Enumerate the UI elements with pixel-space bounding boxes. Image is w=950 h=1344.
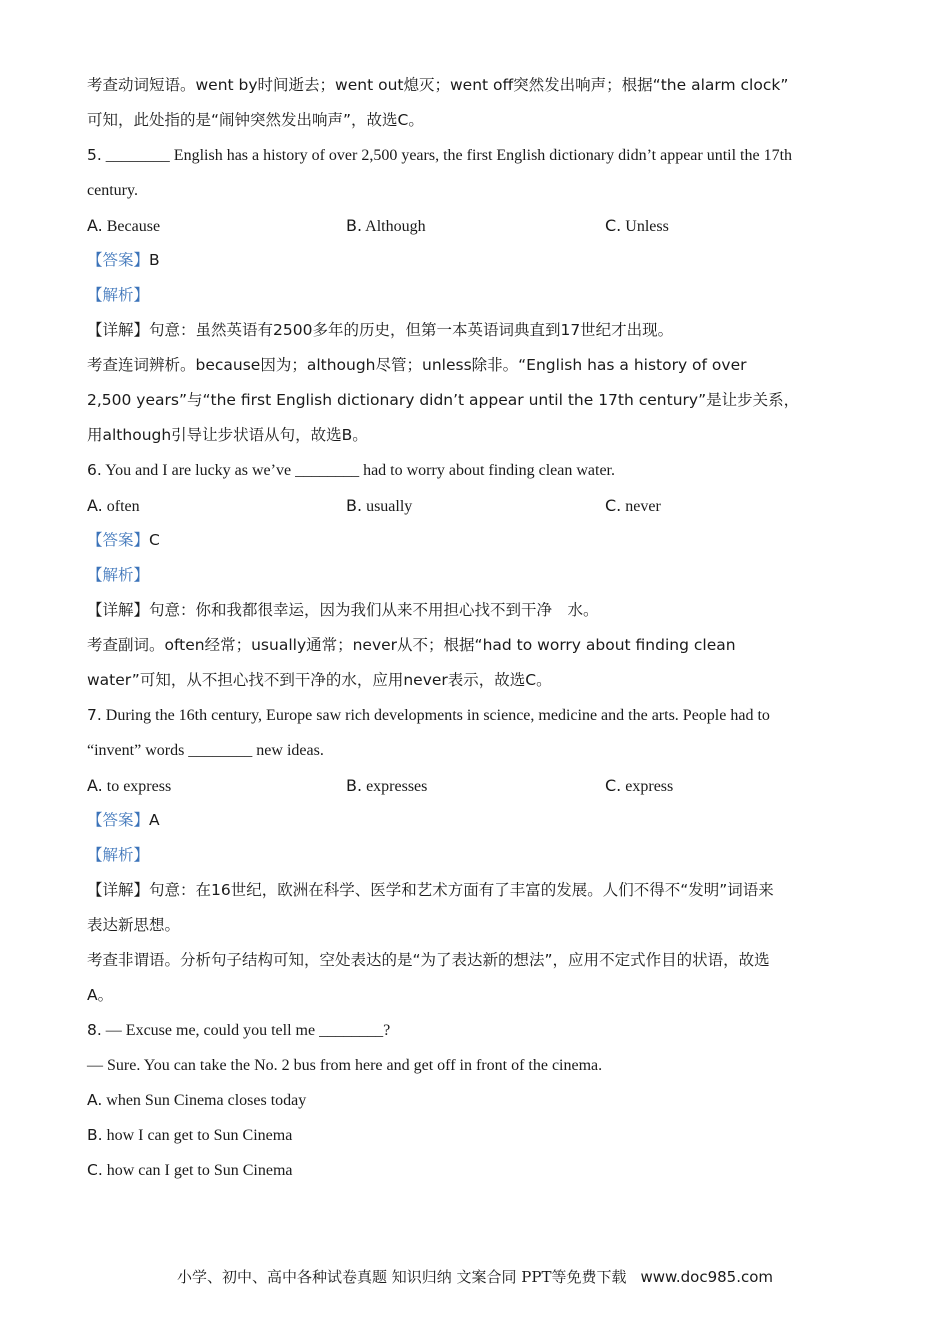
detail-line: 【详解】句意：虽然英语有2500多年的历史，但第一本英语词典直到17世纪才出现。 bbox=[87, 321, 674, 339]
answer-line bbox=[87, 803, 877, 838]
question-6-stem: 6. You and I are lucky as we’ve ________ had to worry about finding clean water. bbox=[87, 461, 615, 479]
explanation-line: 考查动词短语。went by时间逝去；went out熄灭；went off突然发出响声；根据“the alarm clock” bbox=[87, 76, 789, 94]
question-number: 6. bbox=[87, 461, 102, 479]
question-7-stem: 7. During the 16th century, Europe saw rich developments in science, medicine and the arts. People had to bbox=[87, 706, 770, 724]
detail-line: 【详解】句意：在16世纪，欧洲在科学、医学和艺术方面有了丰富的发展。人们不得不“发明”词语来 bbox=[87, 881, 774, 899]
analysis-tag: 【解析】 bbox=[87, 566, 150, 584]
question-6-options bbox=[87, 488, 877, 523]
explanation-line: 可知，此处指的是“闹钟突然发出响声”，故选C。 bbox=[87, 111, 424, 129]
question-8-stem: 8. — Excuse me, could you tell me ________? bbox=[87, 1021, 391, 1039]
option-a: A. often bbox=[87, 496, 140, 515]
explanation-line: 用although引导让步状语从句，故选B。 bbox=[87, 426, 368, 444]
answer-tag: 【答案】 bbox=[87, 251, 150, 269]
explanation-line: 考查副词。often经常；usually通常；never从不；根据“had to worry about finding clean bbox=[87, 636, 736, 654]
option-b: B. expresses bbox=[346, 776, 428, 795]
question-number: 5. bbox=[87, 146, 102, 164]
document-page bbox=[87, 68, 877, 1188]
question-5-stem-cont: century. bbox=[87, 182, 138, 199]
explanation-line: 2,500 years”与“the first English dictionary didn’t appear until the 17th century”是让步关系， bbox=[87, 391, 800, 409]
option-a: A. to express bbox=[87, 776, 172, 795]
explanation-line: 考查连词辨析。because因为；although尽管；unless除非。“English has a history of over bbox=[87, 356, 747, 374]
footer-url[interactable]: www.doc985.com bbox=[640, 1268, 774, 1286]
question-8-stem-cont: — Sure. You can take the No. 2 bus from here and get off in front of the cinema. bbox=[87, 1057, 603, 1074]
question-5-options bbox=[87, 208, 877, 243]
answer-tag: 【答案】 bbox=[87, 531, 150, 549]
answer-value: A bbox=[149, 811, 160, 829]
answer-value: C bbox=[149, 531, 160, 549]
question-number: 7. bbox=[87, 706, 102, 724]
option-b: B. Although bbox=[346, 216, 426, 235]
option-b: B. how I can get to Sun Cinema bbox=[87, 1126, 293, 1144]
analysis-tag: 【解析】 bbox=[87, 286, 150, 304]
option-b: B. usually bbox=[346, 496, 413, 515]
answer-value: B bbox=[149, 251, 160, 269]
footer-text: 小学、初中、高中各种试卷真题 知识归纳 文案合同 PPT等免费下载 bbox=[176, 1268, 627, 1286]
option-c: C. Unless bbox=[605, 216, 669, 235]
option-c: C. express bbox=[605, 776, 674, 795]
option-a: A. when Sun Cinema closes today bbox=[87, 1091, 307, 1109]
option-c: C. how can I get to Sun Cinema bbox=[87, 1161, 293, 1179]
question-number: 8. bbox=[87, 1021, 102, 1039]
question-5-stem: 5. ________ English has a history of over 2,500 years, the first English dictionary didn’t appear until the 17th bbox=[87, 146, 793, 164]
option-c: C. never bbox=[605, 496, 661, 515]
question-7-options bbox=[87, 768, 877, 803]
explanation-line: water”可知，从不担心找不到干净的水，应用never表示，故选C。 bbox=[87, 671, 552, 689]
answer-tag: 【答案】 bbox=[87, 811, 150, 829]
explanation-line: 考查非谓语。分析句子结构可知，空处表达的是“为了表达新的想法”，应用不定式作目的状语，故选 bbox=[87, 951, 770, 969]
explanation-line: A。 bbox=[87, 986, 114, 1004]
answer-line bbox=[87, 523, 877, 558]
option-a: A. Because bbox=[87, 216, 161, 235]
detail-line-cont: 表达新思想。 bbox=[87, 916, 181, 934]
detail-line: 【详解】句意：你和我都很幸运，因为我们从来不用担心找不到干净 水。 bbox=[87, 601, 599, 619]
analysis-tag: 【解析】 bbox=[87, 846, 150, 864]
page-footer bbox=[0, 1266, 950, 1287]
question-7-stem-cont: “invent” words ________ new ideas. bbox=[87, 742, 324, 759]
answer-line bbox=[87, 243, 877, 278]
